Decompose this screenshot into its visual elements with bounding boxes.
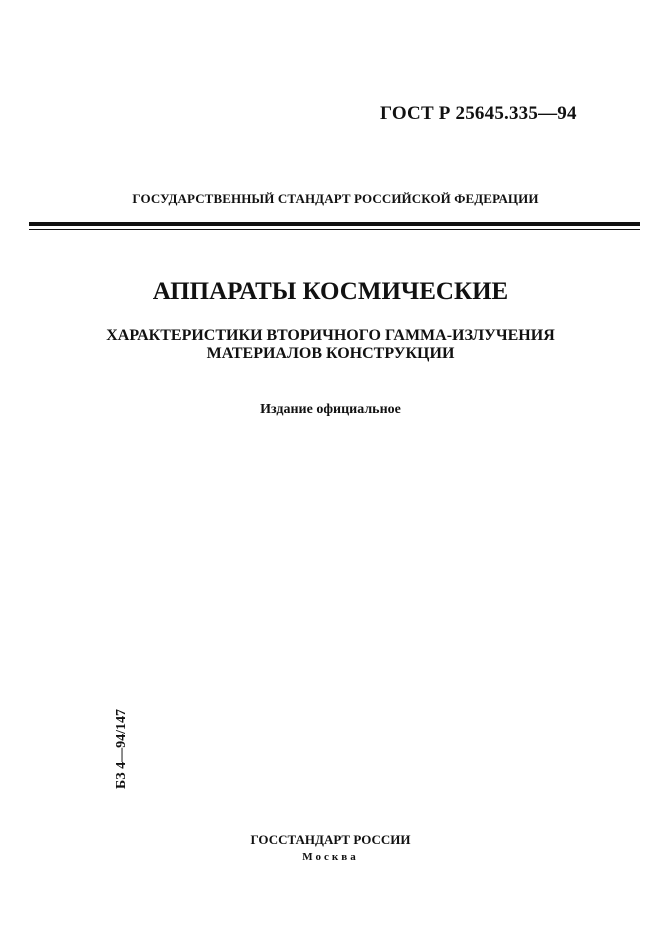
subtitle-line-2: МАТЕРИАЛОВ КОНСТРУКЦИИ	[206, 345, 455, 362]
side-code-text: БЗ 4—94/147	[114, 708, 129, 790]
main-title: АППАРАТЫ КОСМИЧЕСКИЕ	[152, 278, 509, 305]
header-rule-thin	[29, 229, 640, 230]
header-rule-thick	[29, 222, 640, 226]
publisher: ГОССТАНДАРТ РОССИИ	[250, 832, 411, 847]
edition-label: Издание официальное	[260, 402, 401, 417]
document-number: ГОСТ Р 25645.335—94	[380, 103, 577, 124]
city: Москва	[302, 851, 359, 863]
standard-header: ГОСУДАРСТВЕННЫЙ СТАНДАРТ РОССИЙСКОЙ ФЕДЕРАЦИИ	[132, 191, 539, 206]
side-code	[113, 690, 131, 808]
subtitle-line-1: ХАРАКТЕРИСТИКИ ВТОРИЧНОГО ГАММА-ИЗЛУЧЕНИЯ	[106, 327, 555, 344]
